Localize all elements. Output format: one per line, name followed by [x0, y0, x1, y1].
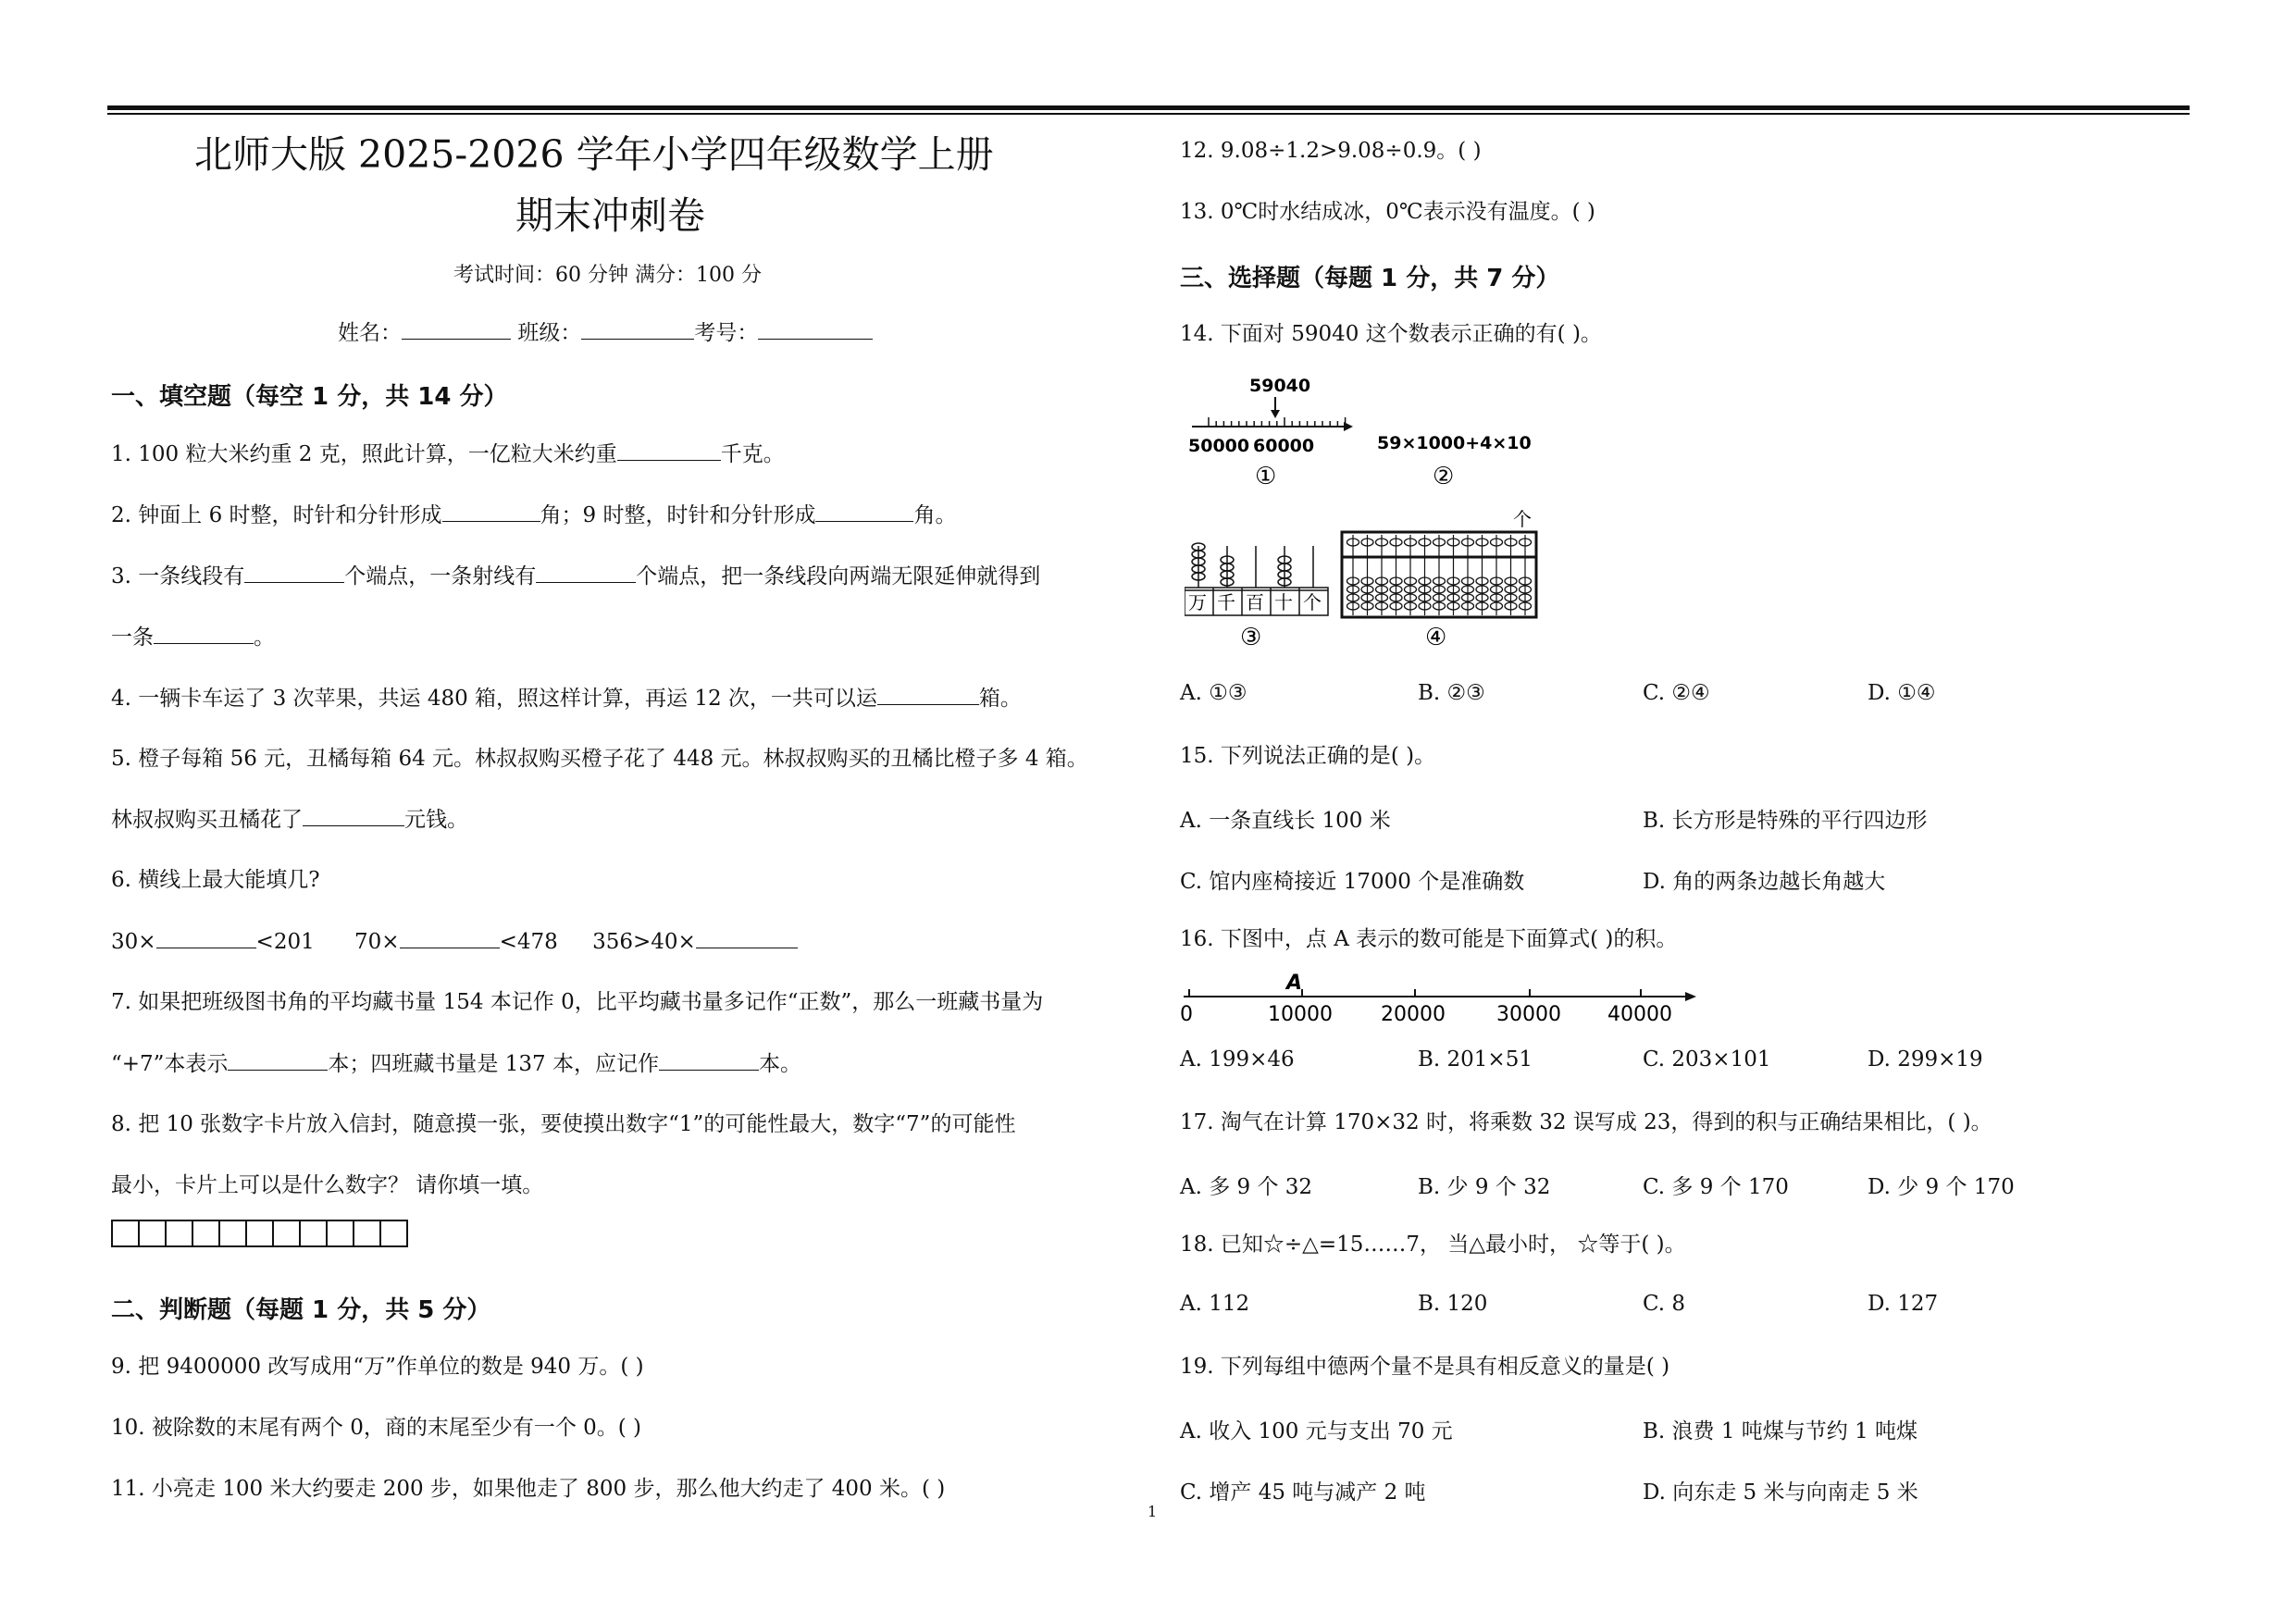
fig2-expression: 59×1000+4×10	[1377, 433, 1532, 453]
q17-option-d[interactable]: D. 少 9 个 170	[1868, 1175, 2015, 1199]
card-box[interactable]	[218, 1220, 247, 1247]
tick-label: 0	[1180, 1003, 1193, 1026]
q17-option-a[interactable]: A. 多 9 个 32	[1180, 1175, 1313, 1199]
answer-blank[interactable]	[228, 1049, 328, 1071]
page-subtitle: 期末冲刺卷	[515, 193, 705, 238]
name-field[interactable]	[402, 318, 511, 340]
fig3-col-label: 个	[1303, 591, 1322, 613]
question-19: 19. 下列每组中德两个量不是具有相反意义的量是( )	[1180, 1355, 1670, 1379]
q19-option-d[interactable]: D. 向东走 5 米与向南走 5 米	[1643, 1481, 1918, 1505]
question-17: 17. 淘气在计算 170×32 时，将乘数 32 误写成 23，得到的积与正确结果相比，( )。	[1180, 1110, 1992, 1134]
page-title: 北师大版 2025-2026 学年小学四年级数学上册	[194, 132, 994, 177]
question-1: 1. 100 粒大米约重 2 克，照此计算，一亿粒大米约重 千克。	[111, 440, 785, 468]
q15-option-d[interactable]: D. 角的两条边越长角越大	[1643, 870, 1886, 894]
card-box[interactable]	[353, 1220, 381, 1247]
card-box[interactable]	[272, 1220, 301, 1247]
top-rule-thin	[107, 113, 2190, 115]
student-info-row	[338, 318, 873, 347]
question-5: 5. 橙子每箱 56 元，丑橘每箱 64 元。林叔叔购买橙子花了 448 元。林叔叔购买的丑橘比橙子多 4 箱。	[111, 747, 1088, 771]
answer-blank[interactable]	[696, 927, 798, 948]
fig4-number: ④	[1425, 624, 1447, 651]
q14-option-a[interactable]: A. ①③	[1180, 681, 1247, 705]
fig4-label: 个	[1513, 508, 1532, 530]
card-box[interactable]	[299, 1220, 328, 1247]
card-box[interactable]	[138, 1220, 167, 1247]
card-box[interactable]	[111, 1220, 140, 1247]
q14-option-d[interactable]: D. ①④	[1868, 681, 1936, 705]
answer-blank[interactable]	[617, 440, 721, 461]
card-box[interactable]	[326, 1220, 354, 1247]
class-label: 班级：	[517, 321, 582, 345]
tick-label: 10000	[1268, 1003, 1333, 1026]
question-14: 14. 下面对 59040 这个数表示正确的有( )。	[1180, 322, 1602, 346]
section-fill-title: 一、填空题（每空 1 分，共 14 分）	[111, 383, 508, 411]
question-9: 9. 把 9400000 改写成用“万”作单位的数是 940 万。( )	[111, 1355, 644, 1379]
q19-option-b[interactable]: B. 浪费 1 吨煤与节约 1 吨煤	[1643, 1419, 1918, 1443]
fig3-number: ③	[1240, 624, 1262, 651]
answer-blank[interactable]	[244, 562, 344, 583]
q18-option-a[interactable]: A. 112	[1180, 1292, 1250, 1316]
card-box[interactable]	[245, 1220, 274, 1247]
fig1-top-label: 59040	[1249, 376, 1311, 396]
q17-option-b[interactable]: B. 少 9 个 32	[1418, 1175, 1551, 1199]
fig3-col-label: 万	[1188, 591, 1207, 613]
question-11: 11. 小亮走 100 米大约要走 200 步，如果他走了 800 步，那么他大约走了 400 米。( )	[111, 1477, 946, 1501]
abacus-figure	[1342, 508, 1536, 651]
answer-blank[interactable]	[659, 1049, 759, 1071]
fig1-right-label: 60000	[1253, 436, 1315, 456]
counting-frame-figure	[1185, 543, 1328, 651]
question-12: 12. 9.08÷1.2>9.08÷0.9。( )	[1180, 139, 1482, 163]
answer-blank[interactable]	[400, 927, 500, 948]
card-box[interactable]	[192, 1220, 220, 1247]
id-field[interactable]	[758, 318, 873, 340]
q15-option-b[interactable]: B. 长方形是特殊的平行四边形	[1643, 809, 1928, 833]
question-6: 6. 横线上最大能填几?	[111, 868, 320, 892]
fig1-number: ①	[1255, 463, 1277, 490]
question-6-items: 30× <201 70× <478 356>40×	[111, 927, 798, 956]
fig3-col-label: 千	[1217, 591, 1235, 613]
q15-option-a[interactable]: A. 一条直线长 100 米	[1180, 809, 1391, 833]
page-number: 1	[1148, 1503, 1158, 1520]
fig2-number: ②	[1433, 463, 1455, 490]
q18-option-c[interactable]: C. 8	[1643, 1292, 1686, 1316]
q16-option-b[interactable]: B. 201×51	[1418, 1047, 1533, 1072]
q19-option-a[interactable]: A. 收入 100 元与支出 70 元	[1180, 1419, 1453, 1443]
answer-blank[interactable]	[815, 501, 913, 522]
question-8-cont: 最小，卡片上可以是什么数字？ 请你填一填。	[111, 1173, 544, 1197]
q16-option-d[interactable]: D. 299×19	[1868, 1047, 1983, 1072]
q14-option-b[interactable]: B. ②③	[1418, 681, 1485, 705]
answer-blank[interactable]	[154, 623, 254, 644]
q16-number-line	[1180, 967, 1707, 1032]
card-box[interactable]	[379, 1220, 408, 1247]
question-2: 2. 钟面上 6 时整，时针和分针形成 角；9 时整，时针和分针形成 角。	[111, 501, 956, 529]
question-10: 10. 被除数的末尾有两个 0，商的末尾至少有一个 0。( )	[111, 1416, 642, 1440]
q14-option-c[interactable]: C. ②④	[1643, 681, 1710, 705]
q19-option-c[interactable]: C. 增产 45 吨与减产 2 吨	[1180, 1481, 1426, 1505]
tick-label: 30000	[1496, 1003, 1561, 1026]
number-line-figure	[1188, 376, 1353, 490]
name-label: 姓名：	[338, 321, 402, 345]
tick-label: 40000	[1607, 1003, 1672, 1026]
answer-blank[interactable]	[536, 562, 636, 583]
question-16: 16. 下图中，点 A 表示的数可能是下面算式( )的积。	[1180, 927, 1678, 951]
top-rule-thick	[107, 105, 2190, 110]
section-choice-title: 三、选择题（每题 1 分，共 7 分）	[1180, 265, 1560, 292]
q15-option-c[interactable]: C. 馆内座椅接近 17000 个是准确数	[1180, 870, 1525, 894]
class-field[interactable]	[581, 318, 694, 340]
question-7-cont: “+7”本表示 本；四班藏书量是 137 本，应记作 本。	[111, 1049, 801, 1078]
q18-option-b[interactable]: B. 120	[1418, 1292, 1488, 1316]
fig3-col-label: 十	[1274, 591, 1293, 613]
q17-option-c[interactable]: C. 多 9 个 170	[1643, 1175, 1789, 1199]
q14-figures	[1185, 365, 1573, 662]
question-4: 4. 一辆卡车运了 3 次苹果，共运 480 箱，照这样计算，再运 12 次，一共可以运 箱。	[111, 684, 1022, 712]
question-18: 18. 已知☆÷△=15……7， 当△最小时， ☆等于( )。	[1180, 1233, 1686, 1257]
q16-option-c[interactable]: C. 203×101	[1643, 1047, 1771, 1072]
question-5-cont: 林叔叔购买丑橘花了 元钱。	[111, 805, 468, 834]
exam-info: 考试时间：60 分钟 满分：100 分	[453, 264, 762, 287]
question-3: 3. 一条线段有 个端点，一条射线有 个端点，把一条线段向两端无限延伸就得到	[111, 562, 1040, 590]
q18-option-d[interactable]: D. 127	[1868, 1292, 1939, 1316]
card-boxes	[111, 1220, 406, 1247]
fig3-col-label: 百	[1246, 591, 1264, 613]
answer-blank[interactable]	[303, 805, 404, 826]
fig1-left-label: 50000	[1188, 436, 1250, 456]
question-7: 7. 如果把班级图书角的平均藏书量 154 本记作 0，比平均藏书量多记作“正数”，那么一班藏书量为	[111, 990, 1044, 1014]
tick-label: 20000	[1381, 1003, 1446, 1026]
answer-blank[interactable]	[156, 927, 256, 948]
question-3-cont: 一条 。	[111, 623, 275, 651]
card-box[interactable]	[165, 1220, 193, 1247]
answer-blank[interactable]	[442, 501, 540, 522]
question-8: 8. 把 10 张数字卡片放入信封，随意摸一张，要使摸出数字“1”的可能性最大，数字“7”的可能性	[111, 1112, 1016, 1136]
question-15: 15. 下列说法正确的是( )。	[1180, 744, 1436, 768]
q16-option-a[interactable]: A. 199×46	[1180, 1047, 1295, 1072]
point-a-label: A	[1286, 972, 1303, 995]
section-judge-title: 二、判断题（每题 1 分，共 5 分）	[111, 1296, 491, 1324]
id-label: 考号：	[694, 321, 759, 345]
answer-blank[interactable]	[877, 684, 979, 705]
question-13: 13. 0℃时水结成冰，0℃表示没有温度。( )	[1180, 200, 1595, 224]
